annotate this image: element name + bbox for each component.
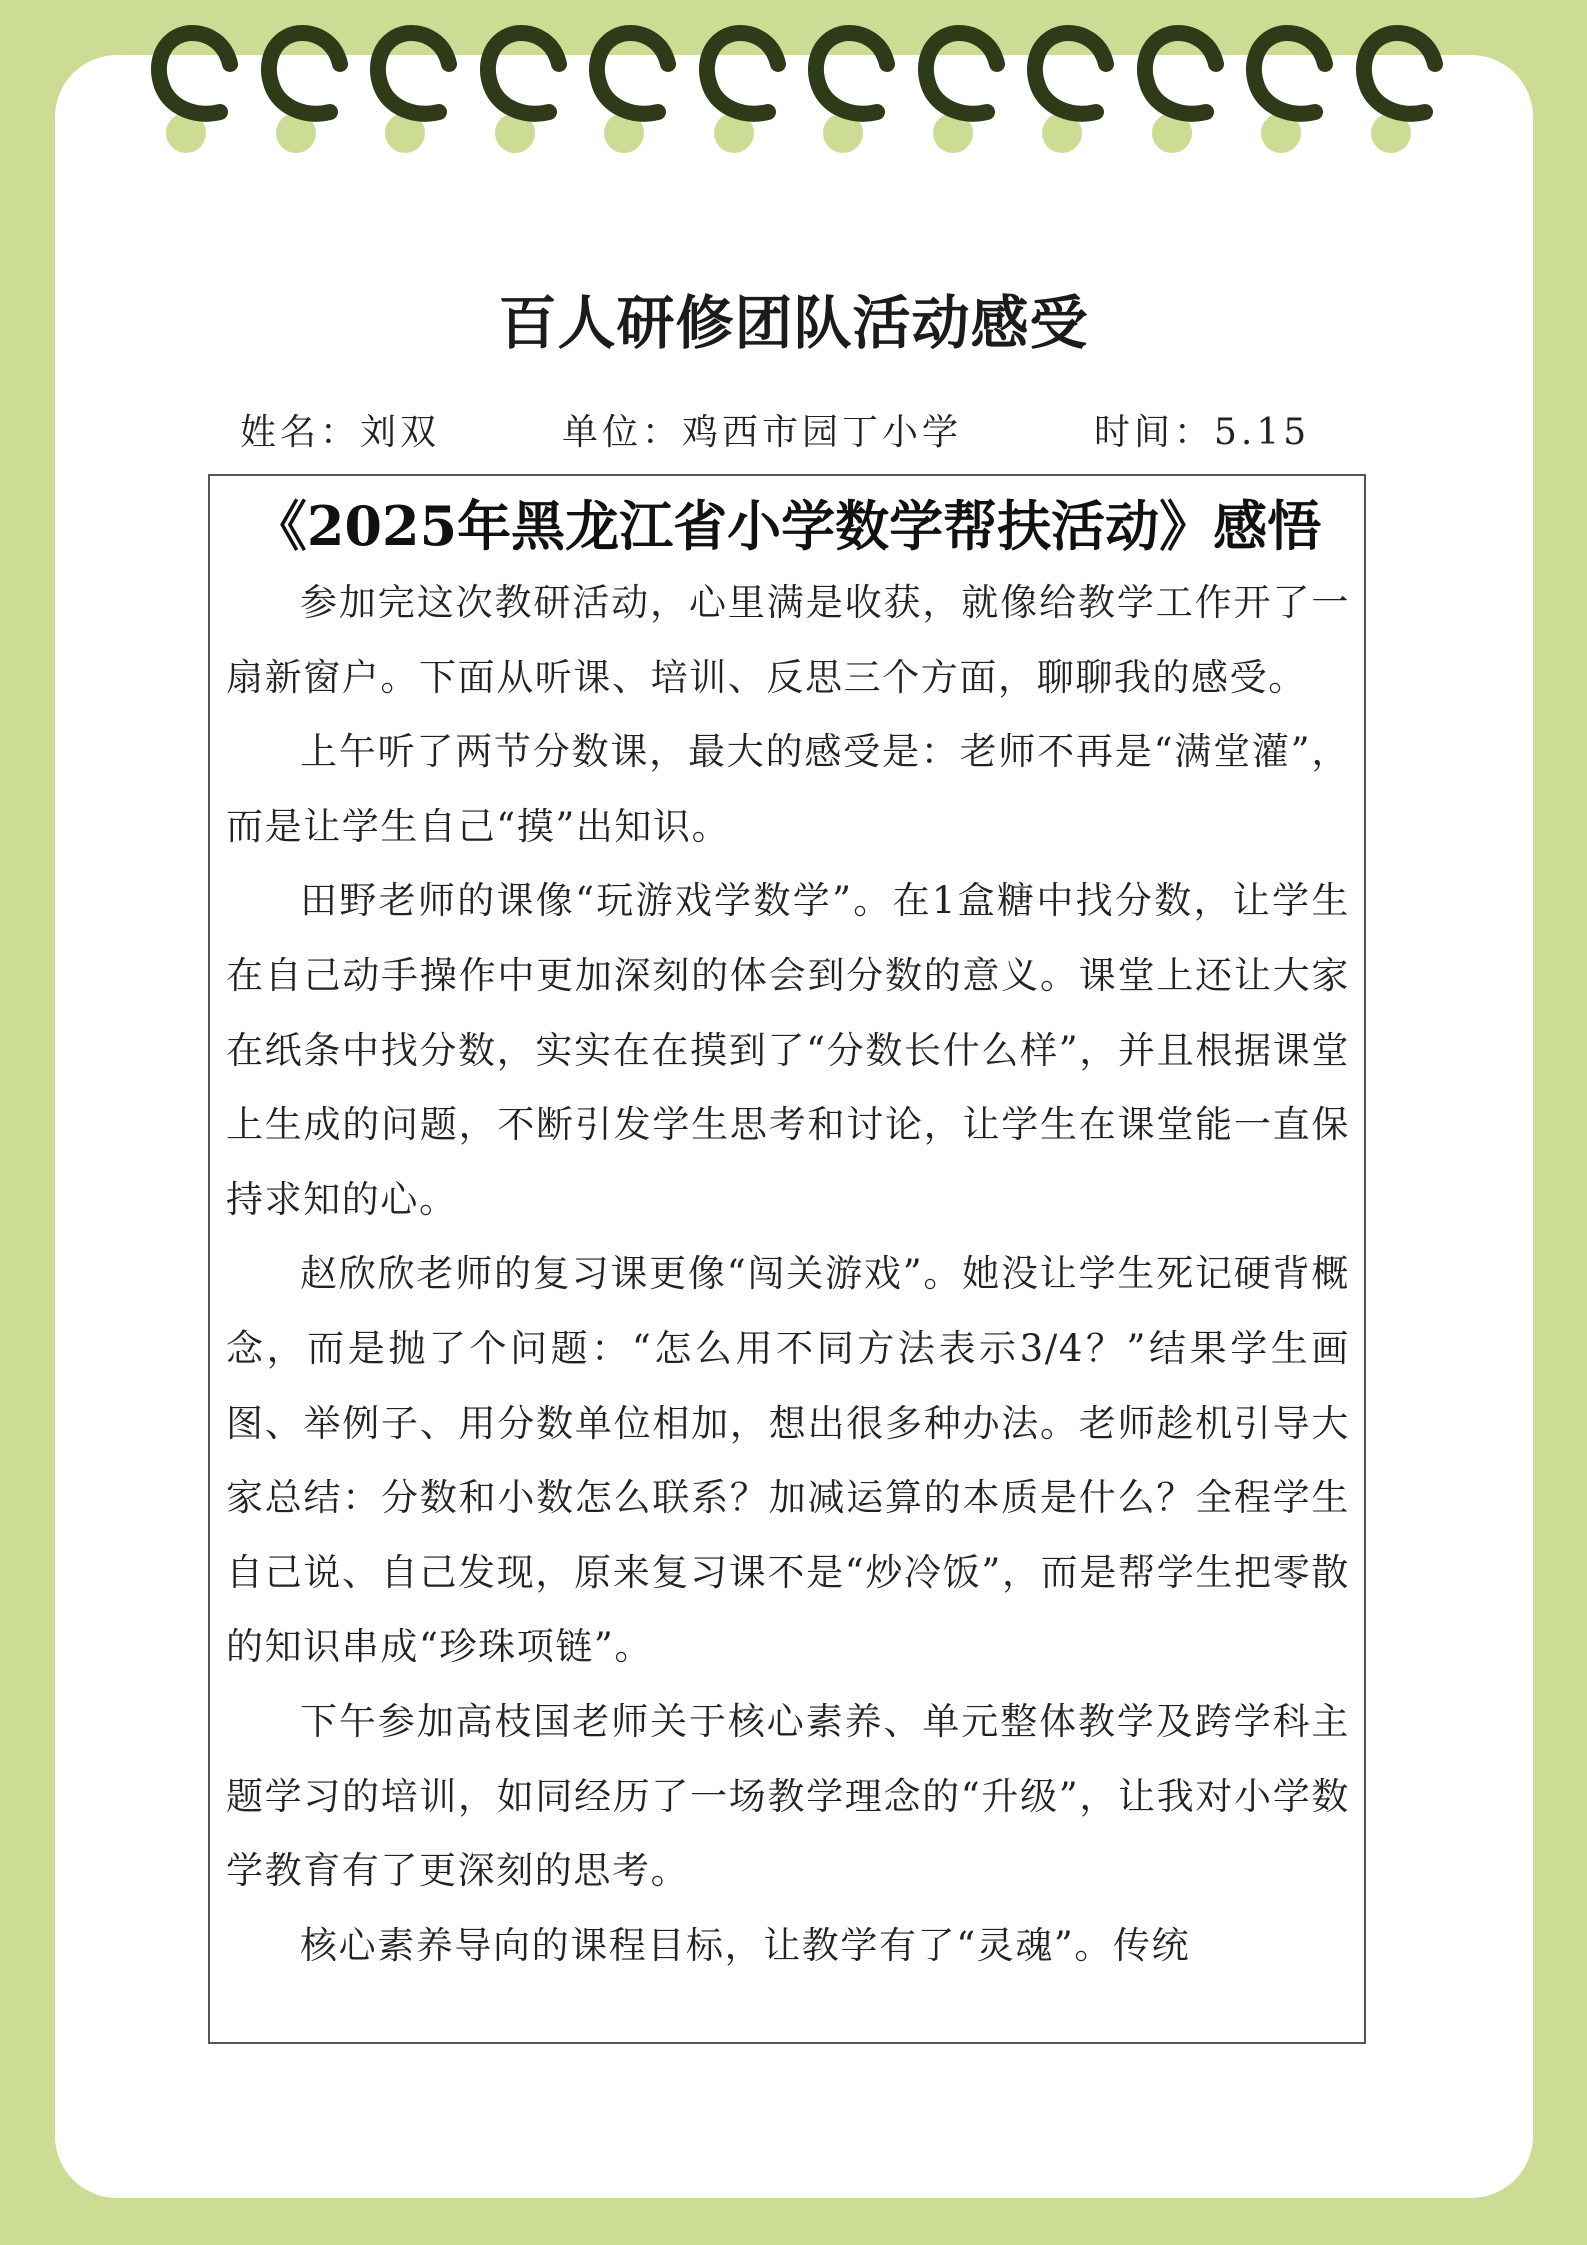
binding-ring (1026, 20, 1122, 160)
page-title: 百人研修团队活动感受 (498, 289, 1089, 357)
binding-ring (260, 20, 356, 160)
binding-ring (698, 20, 794, 160)
binding-ring (1245, 20, 1341, 160)
essay-body (210, 566, 1364, 1983)
binding-ring (588, 20, 684, 160)
essay-paragraph: 下午参加高枝国老师关于核心素养、单元整体教学及跨学科主题学习的培训，如同经历了一场教学理念的“升级”，让我对小学数学教育有了更深刻的思考。 (226, 1699, 1350, 1893)
essay-box (208, 474, 1366, 2044)
author-name: 姓名：刘双 (240, 412, 441, 453)
essay-paragraph: 上午听了两节分数课，最大的感受是：老师不再是“满堂灌”，而是让学生自己“摸”出知识。 (226, 730, 1350, 848)
essay-paragraph: 赵欣欣老师的复习课更像“闯关游戏”。她没让学生死记硬背概念，而是抛了个问题：“怎么用不同方法表示3/4？”结果学生画图、举例子、用分数单位相加，想出很多种办法。老师趁机引导大家总结：分数和小数怎么联系？加减运算的本质是什么？全程学生自己说、自己发现，原来复习课不是“炒冷饭”，而是帮学生把零散的知识串成“珍珠项链”。 (226, 1252, 1350, 1669)
essay-paragraph: 核心素养导向的课程目标，让教学有了“灵魂”。传统 (300, 1923, 1191, 1967)
activity-date: 时间：5.15 (1094, 412, 1311, 453)
binding-ring (1355, 20, 1451, 160)
essay-title: 《2025年黑龙江省小学数学帮扶活动》感悟 (252, 494, 1322, 558)
essay-paragraph: 田野老师的课像“玩游戏学数学”。在1盒糖中找分数，让学生在自己动手操作中更加深刻的体会到分数的意义。课堂上还让大家在纸条中找分数，实实在在摸到了“分数长什么样”，并且根据课堂上生成的问题，不断引发学生思考和讨论，让学生在课堂能一直保持求知的心。 (226, 879, 1350, 1221)
binding-ring (917, 20, 1013, 160)
binding-ring (479, 20, 575, 160)
author-unit: 单位：鸡西市园丁小学 (562, 412, 963, 453)
binding-ring (1136, 20, 1232, 160)
binding-ring (150, 20, 246, 160)
binding-ring (807, 20, 903, 160)
binding-ring (369, 20, 465, 160)
essay-paragraph: 参加完这次教研活动，心里满是收获，就像给教学工作开了一扇新窗户。下面从听课、培训、反思三个方面，聊聊我的感受。 (226, 581, 1350, 699)
